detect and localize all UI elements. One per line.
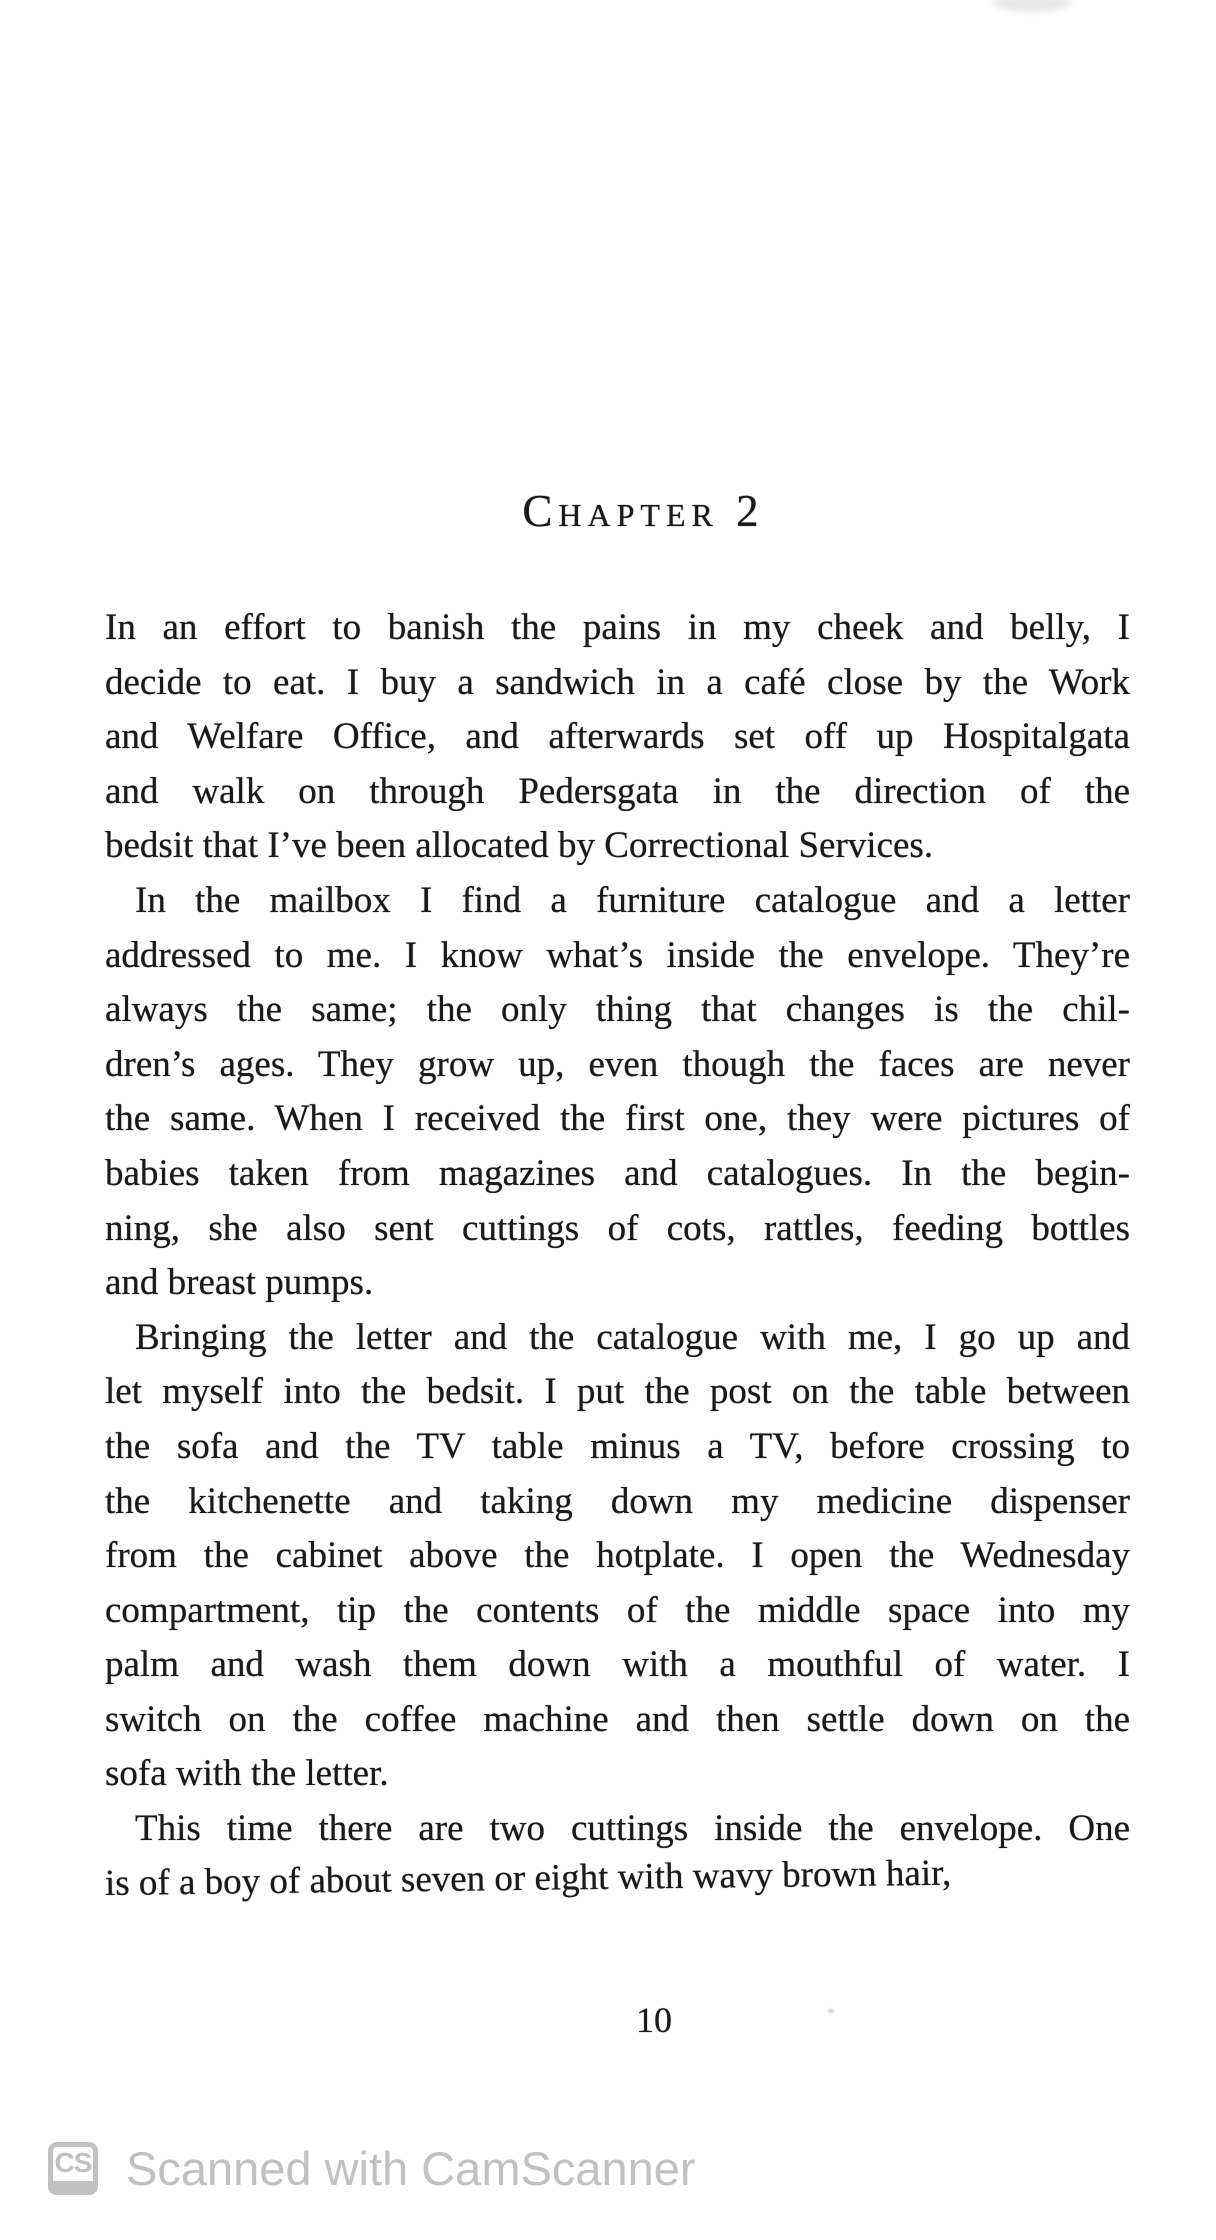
text-line: ning, she also sent cuttings of cots, rattles, feeding bottles <box>105 1207 1130 1249</box>
camscanner-icon-label: CS <box>54 2147 92 2178</box>
paragraph <box>105 601 1130 874</box>
text-line: and walk on through Pedersgata in the direction of the <box>105 770 1130 812</box>
text-line: compartment, tip the contents of the middle space into my <box>105 1589 1130 1631</box>
text-line: In an effort to banish the pains in my cheek and belly, I <box>105 607 1130 648</box>
text-line: the sofa and the TV table minus a TV, before crossing to <box>105 1425 1130 1467</box>
page-number: 10 <box>636 2000 672 2040</box>
text-line: Bringing the letter and the catalogue with me, I go up and <box>135 1316 1130 1358</box>
camscanner-watermark <box>48 2142 696 2195</box>
text-line: decide to eat. I buy a sandwich in a café close by the Work <box>105 661 1130 703</box>
watermark-text: Scanned with CamScanner <box>126 2142 696 2195</box>
scan-artifact-speck <box>828 2009 834 2013</box>
text-line: and breast pumps. <box>105 1262 374 1304</box>
text-line: always the same; the only thing that changes is the chil- <box>105 989 1130 1031</box>
text-line: addressed to me. I know what’s inside the envelope. They’re <box>105 934 1130 976</box>
text-line: bedsit that I’ve been allocated by Correctional Services. <box>105 825 934 867</box>
scan-artifact-smudge <box>993 0 1071 12</box>
paragraph <box>105 1802 1130 1911</box>
text-line: babies taken from magazines and catalogues. In the begin- <box>105 1152 1130 1194</box>
text-line: In the mailbox I find a furniture catalogue and a letter <box>135 879 1130 921</box>
text-line: the kitchenette and taking down my medicine dispenser <box>105 1480 1130 1522</box>
chapter-heading: Chapter 2 <box>522 486 765 536</box>
paragraph <box>105 874 1130 1311</box>
camscanner-icon <box>48 2142 98 2195</box>
text-line: is of a boy of about seven or eight with wavy brown hair, <box>104 1852 952 1904</box>
text-line: dren’s ages. They grow up, even though the faces are never <box>105 1043 1130 1085</box>
paragraph <box>105 1311 1130 1802</box>
text-line: let myself into the bedsit. I put the post on the table between <box>105 1371 1130 1413</box>
text-line: and Welfare Office, and afterwards set off up Hospitalgata <box>105 716 1130 758</box>
text-line: sofa with the letter. <box>105 1753 389 1795</box>
text-block <box>105 601 1130 1911</box>
text-line: This time there are two cuttings inside the envelope. One <box>135 1808 1130 1850</box>
text-line: palm and wash them down with a mouthful of water. I <box>105 1644 1130 1686</box>
text-line: switch on the coffee machine and then settle down on the <box>105 1698 1130 1740</box>
text-line: the same. When I received the first one, they were pictures of <box>105 1098 1130 1140</box>
text-line: from the cabinet above the hotplate. I open the Wednesday <box>105 1535 1130 1577</box>
